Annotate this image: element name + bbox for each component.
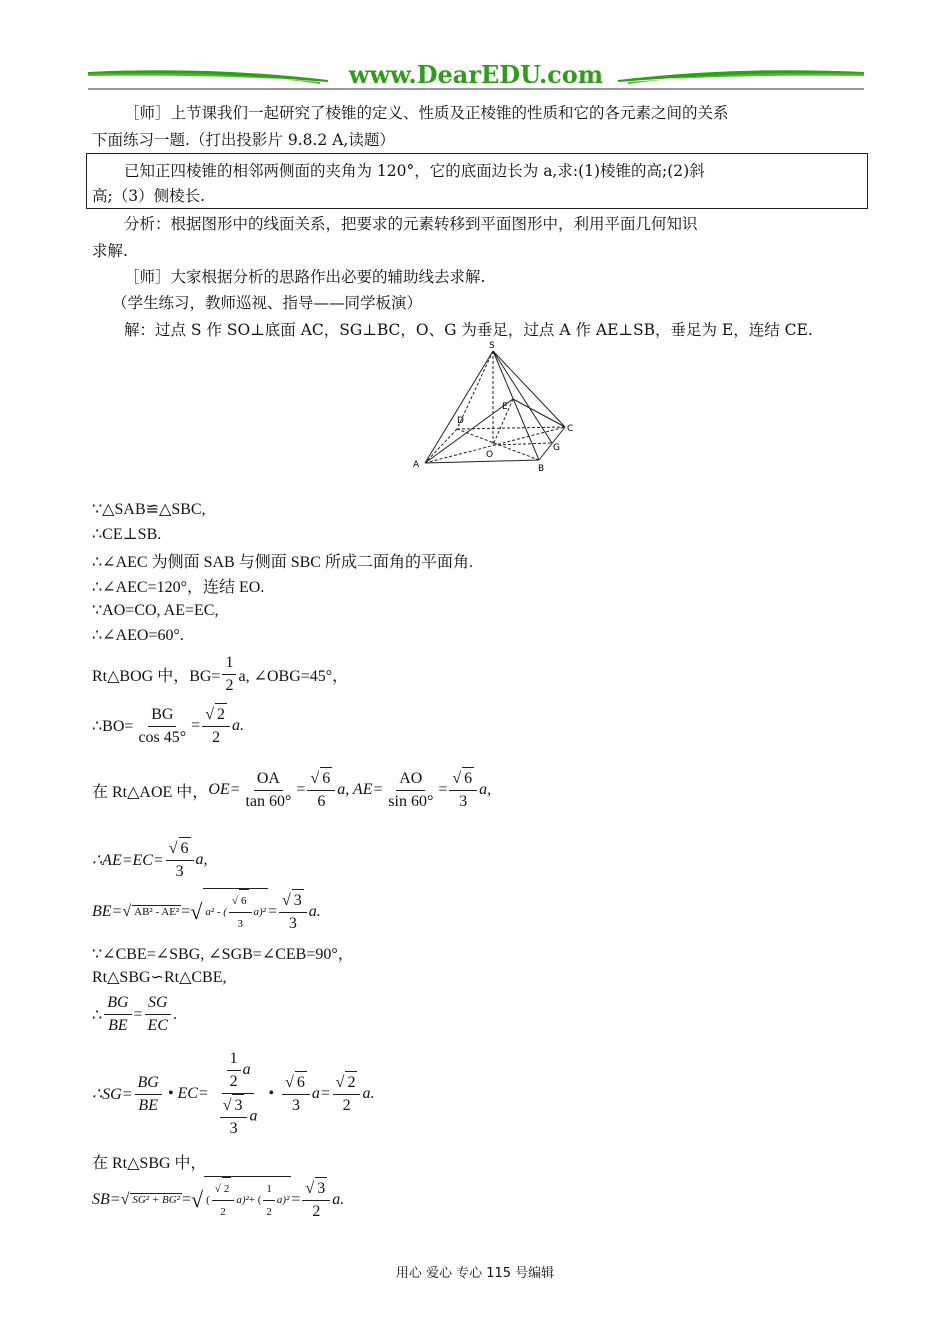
variable-a: a. xyxy=(231,717,244,734)
fraction-bg-be: $\frac{BG}{BE}$ xyxy=(104,992,131,1037)
fraction-root6-over-3: √ $\frac{6}{3}$ xyxy=(449,767,477,813)
edge-SA xyxy=(425,351,493,463)
step-15-prefix: ∴SG= xyxy=(92,1086,133,1103)
step-2: ∴CE⊥SB. xyxy=(92,526,162,543)
label-E: E xyxy=(502,402,508,412)
step-9-oe: OE= xyxy=(208,781,241,798)
line-AE xyxy=(425,399,513,463)
sqrt-ab2-ae2: AB² - AE² xyxy=(134,906,180,918)
step-9: 在 Rt△AOE 中， OE= $\frac{OA}{\tan 60^\circ}$ = √ $\frac{6}{6}$ a, AE= $\frac{AO}{\sin 60^\circ}$ = √ $\frac{6}{3}$ a, xyxy=(92,767,491,813)
step-11-prefix: BE= xyxy=(92,902,123,920)
step-7-prefix: Rt△BOG 中，BG= xyxy=(92,668,221,685)
step-9-prefix: 在 Rt△AOE 中， xyxy=(92,783,209,801)
step-16: 在 Rt△SBG 中， xyxy=(92,1155,207,1172)
step-17-prefix: SB= xyxy=(92,1190,121,1208)
analysis-line-2: 求解. xyxy=(92,242,128,260)
step-14: ∴ $\frac{BG}{BE}$ = $\frac{SG}{EC}$ . xyxy=(92,992,177,1037)
step-7-suffix: a, ∠OBG=45°， xyxy=(238,668,349,685)
step-11: BE= √ AB² - AE² = √ a² - ( √ $\frac{6}{3}$ a)² = √ $\frac{3}{3}$ a. xyxy=(92,888,321,935)
sqrt-sg2-bg2: SG² + BG² xyxy=(132,1194,180,1206)
equals-sign: = xyxy=(191,717,201,734)
sqrt-a2-minus-term: a² - ( √ $\frac{6}{3}$ a)² xyxy=(203,888,268,935)
edge-DA xyxy=(425,429,457,463)
header-banner xyxy=(88,62,864,92)
fraction-root2-over-2-b: √ $\frac{2}{2}$ xyxy=(333,1071,361,1117)
fraction-bg-cos45: $\frac{BG}{\cos 45^\circ}$ xyxy=(138,705,187,746)
fraction-sg-ec: $\frac{SG}{EC}$ xyxy=(145,992,171,1037)
step-7 xyxy=(92,652,348,697)
complex-fraction: $\frac{1}{2}$ a √ $\frac{3}{3}$ a xyxy=(215,1048,261,1140)
step-8 xyxy=(92,703,244,749)
edge-AB xyxy=(425,460,539,463)
line-OG xyxy=(493,443,552,445)
fraction-root3-over-3: √ $\frac{3}{3}$ xyxy=(279,889,307,935)
step-10-prefix: ∴AE=EC= xyxy=(92,852,164,869)
fraction-root6-over-3-c: √ $\frac{6}{3}$ xyxy=(282,1071,310,1117)
student-practice: （学生练习，教师巡视、指导——同学板演） xyxy=(112,294,423,312)
label-C: C xyxy=(567,424,574,434)
problem-line-2: 高;（3）侧棱长. xyxy=(92,187,206,205)
step-3: ∴∠AEC 为侧面 SAB 与侧面 SBC 所成二面角的平面角. xyxy=(92,554,473,571)
label-O: O xyxy=(486,450,494,460)
step-9-ae: a, AE= xyxy=(337,781,384,798)
step-4: ∴∠AEC=120°，连结 EO. xyxy=(92,579,265,596)
fraction-root3-over-2: √ $\frac{3}{2}$ xyxy=(302,1177,330,1223)
page-footer: 用心 爱心 专心 115 号编辑 xyxy=(395,1266,555,1281)
fraction-root2-over-2: √ $\frac{2}{2}$ xyxy=(202,703,230,749)
step-1: ∵△SAB≌△SBC, xyxy=(92,501,206,518)
step-10: ∴AE=EC= √ $\frac{6}{3}$ a, xyxy=(92,837,208,883)
label-A: A xyxy=(413,460,420,470)
step-15-ec: • EC= xyxy=(167,1085,209,1102)
label-G: G xyxy=(553,443,560,453)
step-13: Rt△SBG∽Rt△CBE, xyxy=(92,969,227,986)
fraction-bg-be-2: $\frac{BG}{BE}$ xyxy=(135,1072,162,1117)
edge-BC xyxy=(539,427,565,460)
step-12: ∵∠CBE=∠SBG, ∠SGB=∠CEB=90°， xyxy=(92,946,354,963)
fraction-oa-tan60: $\frac{OA}{\tan 60^\circ}$ xyxy=(245,769,292,810)
solution-intro: 解：过点 S 作 SO⊥底面 AC，SG⊥BC，O、G 为垂足，过点 A 作 AE⊥SB，垂足为 E，连结 CE. xyxy=(124,321,813,339)
line-SG xyxy=(493,351,552,443)
label-S: S xyxy=(489,341,495,351)
pyramid-figure xyxy=(405,337,595,473)
label-B: B xyxy=(538,464,545,473)
intro-line-1: ［师］上节课我们一起研究了棱锥的定义、性质及正棱锥的性质和它的各元素之间的关系 xyxy=(124,104,729,122)
sqrt-sum-terms: ( √ $\frac{2}{2}$ a)² + ( $\frac{1}{2}$ a)² xyxy=(204,1176,291,1223)
step-5: ∵AO=CO, AE=EC, xyxy=(92,602,219,619)
fraction-ao-sin60: $\frac{AO}{\sin 60^\circ}$ xyxy=(388,769,434,810)
site-logo-text: www.DearEDU.com xyxy=(348,60,604,89)
fraction-one-half: $\frac{1}{2}$ xyxy=(222,652,236,697)
step-8-prefix: ∴BO= xyxy=(92,718,134,735)
edge-SC xyxy=(493,351,565,427)
fraction-root6-over-3-b: √ $\frac{6}{3}$ xyxy=(166,837,194,883)
step-17: SB= √ SG² + BG² = √ ( √ $\frac{2}{2}$ a)² + ( $\frac{1}{2}$ a)² = √ $\frac{3}{2}$ a. xyxy=(92,1176,344,1223)
intro-line-2: 下面练习一题.（打出投影片 9.8.2 A,读题） xyxy=(92,131,395,149)
fraction-root6-over-6: √ $\frac{6}{6}$ xyxy=(307,767,335,813)
analysis-line-1: 分析：根据图形中的线面关系，把要求的元素转移到平面图形中，利用平面几何知识 xyxy=(124,215,698,233)
step-6: ∴∠AEO=60°. xyxy=(92,627,184,644)
teacher-instruction: ［师］大家根据分析的思路作出必要的辅助线去求解. xyxy=(124,268,486,286)
problem-line-1: 已知正四棱锥的相邻两侧面的夹角为 120°，它的底面边长为 a,求:(1)棱锥的高;(2)斜 xyxy=(124,162,705,180)
label-D: D xyxy=(457,416,464,426)
step-15: ∴SG= $\frac{BG}{BE}$ • EC= $\frac{1}{2}$ a √ $\frac{3}{3}$ a • √ $\frac{6}{3}$ a= √ $\frac{2}{2}$ a. xyxy=(92,1048,374,1140)
